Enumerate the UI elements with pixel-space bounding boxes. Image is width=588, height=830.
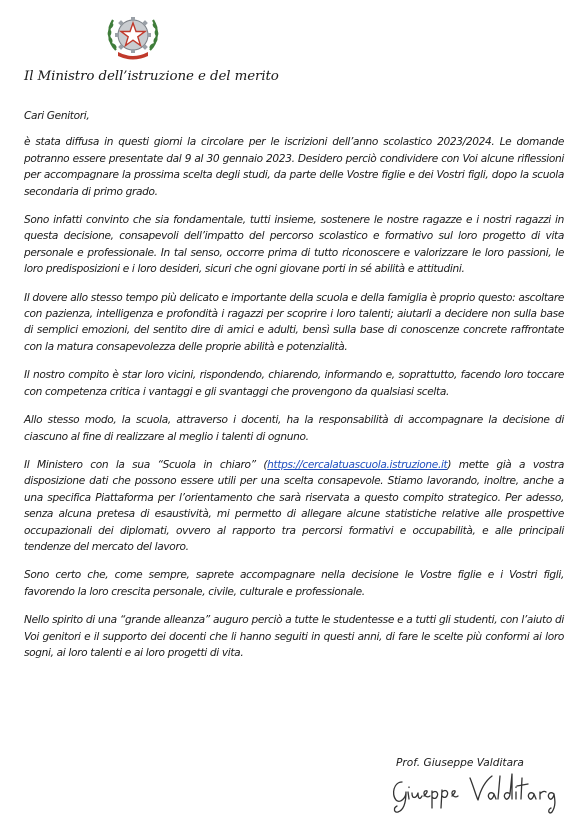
paragraph-ministero-intro: Il Ministero con la sua “Scuola in chiaro” ( [24,458,268,471]
paragraph-ministero-rest: ) mette già a vostra disposizione dati che possono essere utili per una scelta consapevole. Stiamo lavorando, inoltre, anche a una specifica Piattaforma per l’orientamento che sarà riservata a questo compito strategico. Per adesso, senza alcuna pretesa di esaustività, mi permetto di allegare alcune statistiche relative alle prospettive occupazionali dei diplomati, ovvero al rapporto tra percorsi formativi e occupabilità, e alle principali tendenze del mercato del lavoro. [24,458,564,553]
greeting: Cari Genitori, [24,110,90,122]
scuola-in-chiaro-link[interactable]: https://cercalatuascuola.istruzione.it [267,458,448,471]
paragraph-compito: Il nostro compito è star loro vicini, rispondendo, chiarendo, informando e, soprattutto, facendo loro toccare con competenza critica i vantaggi e gli svantaggi che provengono da qualsiasi scelta. [24,369,564,398]
paragraph-certo: Sono certo che, come sempre, saprete accompagnare nella decisione le Vostre figlie e i Vostri figli, favorendo la loro crescita personale, civile, culturale e professionale. [24,569,564,598]
paragraph-ministero [24,457,564,555]
letter-body [24,108,564,673]
paragraph-iscrizioni: è stata diffusa in questi giorni la circolare per le iscrizioni dell’anno scolastico 2023/2024. Le domande potranno essere presentate dal 9 al 30 gennaio 2023. Desidero perciò condividere con Voi alcune riflessioni per accompagnare la prossima scelta degli studi, da parte delle Vostre figlie e dei Vostri figli, dopo la scuola secondaria di primo grado. [24,136,564,198]
ministry-title: Il Ministro dell’istruzione e del merito [24,69,279,84]
italian-republic-emblem-icon [104,10,162,62]
signatory-name: Prof. Giuseppe Valditara [396,757,524,769]
paragraph-alleanza: Nello spirito di una “grande alleanza” auguro perciò a tutte le studentesse e a tutti gli studenti, con l’aiuto di Voi genitori e il supporto dei docenti che li hanno seguiti in questi anni, di fare le scelte più conformi ai loro sogni, ai loro talenti e ai loro progetti di vita. [24,614,564,659]
paragraph-dovere: Il dovere allo stesso tempo più delicato e importante della scuola e della famiglia è proprio questo: ascoltare con pazienza, intelligenza e profondità i ragazzi per scoprire i loro talenti; aiutarli a decidere non sulla base di semplici emozioni, del sentito dire di amici e adulti, bensì sulla base di conoscenze concrete raffrontate con la matura consapevolezza delle proprie abilità e potenzialità. [24,291,564,353]
paragraph-docenti: Allo stesso modo, la scuola, attraverso i docenti, ha la responsabilità di accompagnare la decisione di ciascuno al fine di realizzare al meglio i talenti di ognuno. [24,414,564,443]
paragraph-sostenere: Sono infatti convinto che sia fondamentale, tutti insieme, sostenere le nostre ragazze e i nostri ragazzi in questa decisione, consapevoli dell’impatto del percorso scolastico e formativo sul loro progetto di vita personale e professionale. In tal senso, occorre prima di tutto riconoscere e valorizzare le loro passioni, le loro predisposizioni e i loro desideri, sicuri che ogni giovane porti in sé abilità e attitudini. [24,214,564,276]
handwritten-signature [388,768,564,818]
